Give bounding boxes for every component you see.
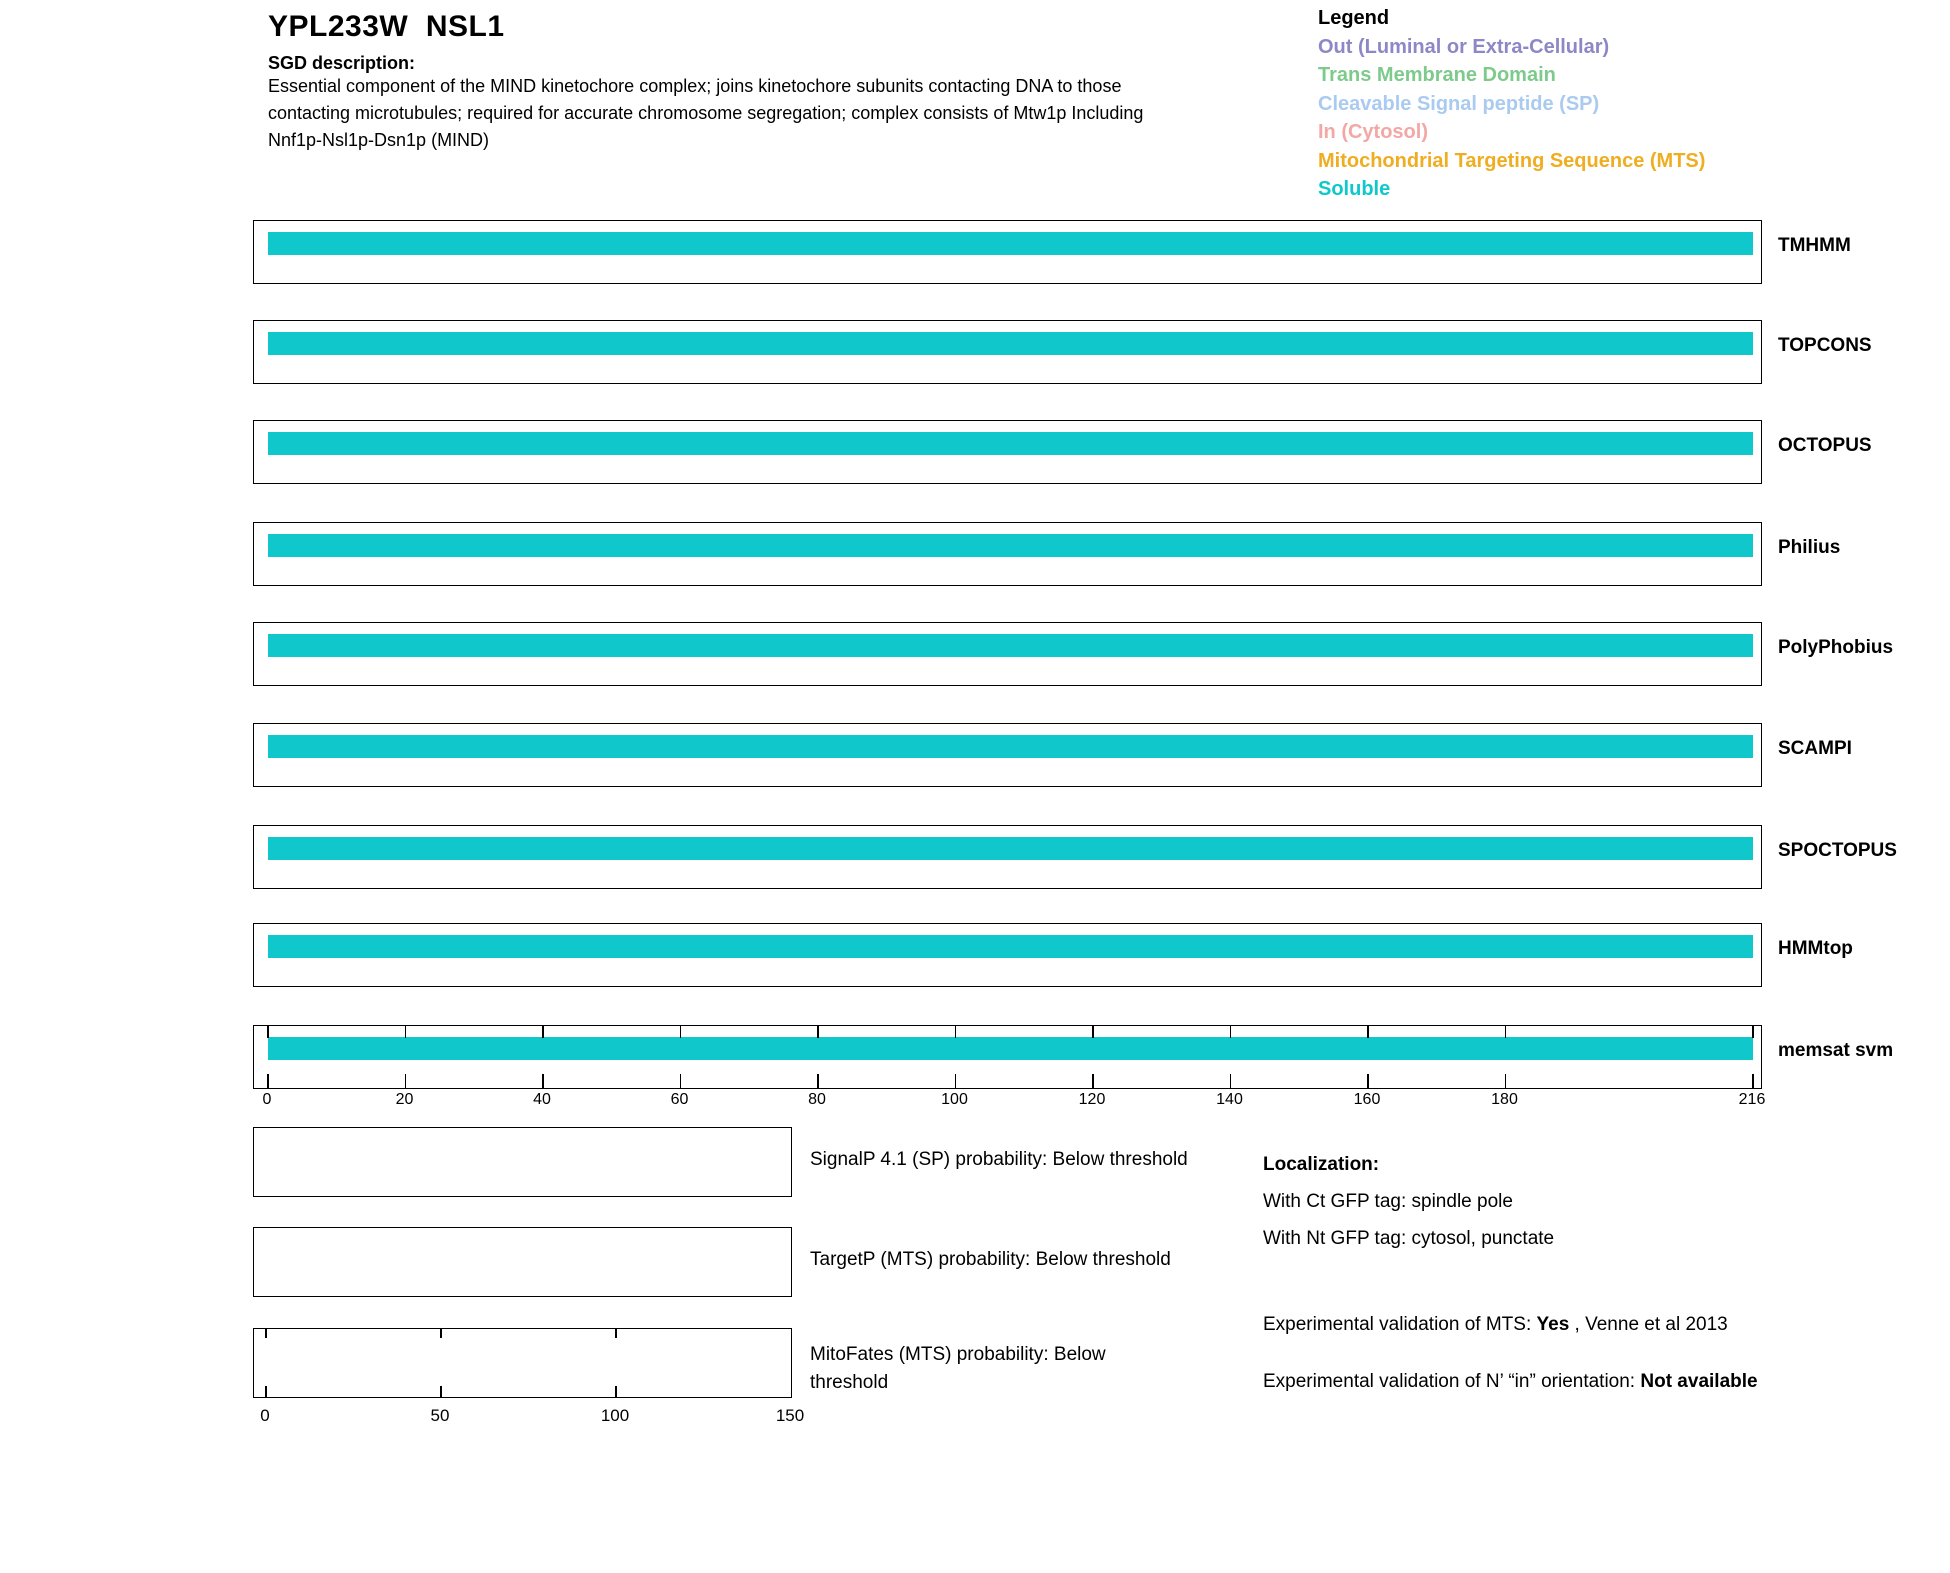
orientation-validation-line	[1263, 1367, 1768, 1396]
description-line: Nnf1p-Nsl1p-Dsn1p (MIND)	[268, 130, 490, 150]
axis-tick-label: 216	[1738, 1091, 1766, 1108]
soluble-bar	[268, 332, 1753, 355]
track-box-hmmtop	[253, 923, 1762, 987]
axis-tick-label: 150	[775, 1406, 805, 1425]
targetp-plot-box	[253, 1227, 792, 1297]
axis-tick	[267, 1026, 269, 1038]
axis-tick-label: 0	[260, 1406, 270, 1425]
axis-tick	[542, 1026, 544, 1038]
track-box-topcons	[253, 320, 1762, 384]
axis-tick	[405, 1074, 407, 1088]
axis-tick	[440, 1386, 442, 1397]
sgd-description-text	[268, 73, 1143, 154]
soluble-bar	[268, 432, 1753, 455]
track-label-scampi: SCAMPI	[1778, 738, 1852, 759]
axis-tick	[1367, 1074, 1369, 1088]
mts-validation-line	[1263, 1310, 1728, 1339]
description-line: Essential component of the MIND kinetochore complex; joins kinetochore subunits contacting DNA to those	[268, 76, 1122, 96]
axis-tick-label: 80	[808, 1091, 826, 1108]
axis-tick	[680, 1026, 682, 1038]
soluble-bar	[268, 735, 1753, 758]
axis-tick-label: 160	[1353, 1091, 1381, 1108]
axis-tick	[265, 1329, 267, 1338]
soluble-bar	[268, 534, 1753, 557]
axis-tick	[1092, 1074, 1094, 1088]
legend-item-sp: Cleavable Signal peptide (SP)	[1318, 92, 1600, 115]
mts-validation-suffix: , Venne et al 2013	[1569, 1314, 1728, 1335]
legend-item-soluble: Soluble	[1318, 178, 1391, 200]
axis-tick	[1230, 1074, 1232, 1088]
page-title: YPL233W NSL1	[268, 10, 505, 43]
legend-item-mts: Mitochondrial Targeting Sequence (MTS)	[1318, 149, 1706, 172]
orientation-value: Not available	[1640, 1371, 1758, 1392]
track-box-scampi	[253, 723, 1762, 787]
axis-tick	[1505, 1026, 1507, 1038]
track-box-tmhmm	[253, 220, 1762, 284]
soluble-bar	[268, 1037, 1753, 1060]
axis-tick-label: 0	[262, 1091, 272, 1108]
axis-tick	[440, 1329, 442, 1338]
axis-tick	[1367, 1026, 1369, 1038]
legend-title: Legend	[1318, 7, 1390, 29]
track-box-spoctopus	[253, 825, 1762, 889]
axis-tick	[1505, 1074, 1507, 1088]
track-box-memsat-svm	[253, 1025, 1762, 1089]
axis-tick	[680, 1074, 682, 1088]
axis-tick	[1092, 1026, 1094, 1038]
track-label-hmmtop: HMMtop	[1778, 938, 1853, 959]
mitofates-label: MitoFates (MTS) probability: Below threshold	[810, 1344, 1106, 1393]
mts-validation-value: Yes	[1536, 1314, 1570, 1335]
legend-item-out: Out (Luminal or Extra-Cellular)	[1318, 35, 1610, 58]
axis-tick	[817, 1074, 819, 1088]
sgd-description-heading: SGD description:	[268, 53, 416, 73]
axis-tick	[615, 1386, 617, 1397]
axis-tick-label: 100	[941, 1091, 968, 1108]
description-line: contacting microtubules; required for accurate chromosome segregation; complex consists of Mtw1p Including	[268, 103, 1144, 123]
track-label-philius: Philius	[1778, 537, 1841, 558]
axis-tick-label: 20	[395, 1091, 414, 1108]
mts-validation-prefix: Experimental validation of MTS:	[1263, 1314, 1537, 1335]
track-box-philius	[253, 522, 1762, 586]
axis-tick	[955, 1074, 957, 1088]
axis-tick	[817, 1026, 819, 1038]
nt-gfp-localization: With Nt GFP tag: cytosol, punctate	[1263, 1228, 1555, 1249]
soluble-bar	[268, 232, 1753, 255]
soluble-bar	[268, 935, 1753, 958]
axis-tick	[405, 1026, 407, 1038]
track-label-polyphobius: PolyPhobius	[1778, 637, 1894, 658]
targetp-label: TargetP (MTS) probability: Below threshold	[810, 1249, 1171, 1270]
localization-heading: Localization:	[1263, 1154, 1380, 1175]
track-label-tmhmm: TMHMM	[1778, 235, 1851, 256]
soluble-bar	[268, 634, 1753, 657]
axis-tick	[265, 1386, 267, 1397]
axis-tick	[1752, 1074, 1754, 1088]
track-label-octopus: OCTOPUS	[1778, 435, 1872, 456]
axis-tick	[1752, 1026, 1754, 1038]
axis-tick	[955, 1026, 957, 1038]
track-label-spoctopus: SPOCTOPUS	[1778, 840, 1897, 861]
axis-tick-label: 180	[1491, 1091, 1518, 1108]
track-label-topcons: TOPCONS	[1778, 335, 1872, 356]
legend-item-tm: Trans Membrane Domain	[1318, 64, 1556, 86]
axis-tick-label: 60	[670, 1091, 689, 1108]
axis-tick	[1230, 1026, 1232, 1038]
track-label-memsat-svm: memsat svm	[1778, 1040, 1894, 1061]
axis-tick-label: 50	[430, 1406, 450, 1425]
axis-tick-label: 40	[533, 1091, 551, 1108]
ct-gfp-localization: With Ct GFP tag: spindle pole	[1263, 1191, 1513, 1212]
axis-tick	[615, 1329, 617, 1338]
legend	[1318, 4, 1705, 204]
signalp-plot-box	[253, 1127, 792, 1197]
track-box-polyphobius	[253, 622, 1762, 686]
mitofates-plot-box	[253, 1328, 792, 1398]
axis-tick	[542, 1074, 544, 1088]
track-box-octopus	[253, 420, 1762, 484]
legend-item-in: In (Cytosol)	[1318, 121, 1428, 143]
soluble-bar	[268, 837, 1753, 860]
signalp-label: SignalP 4.1 (SP) probability: Below threshold	[810, 1149, 1188, 1170]
orientation-prefix: Experimental validation of N’ “in” orientation:	[1263, 1371, 1641, 1392]
axis-tick-label: 100	[600, 1406, 630, 1425]
axis-tick-label: 120	[1078, 1091, 1106, 1108]
axis-tick	[267, 1074, 269, 1088]
axis-tick-label: 140	[1216, 1091, 1243, 1108]
